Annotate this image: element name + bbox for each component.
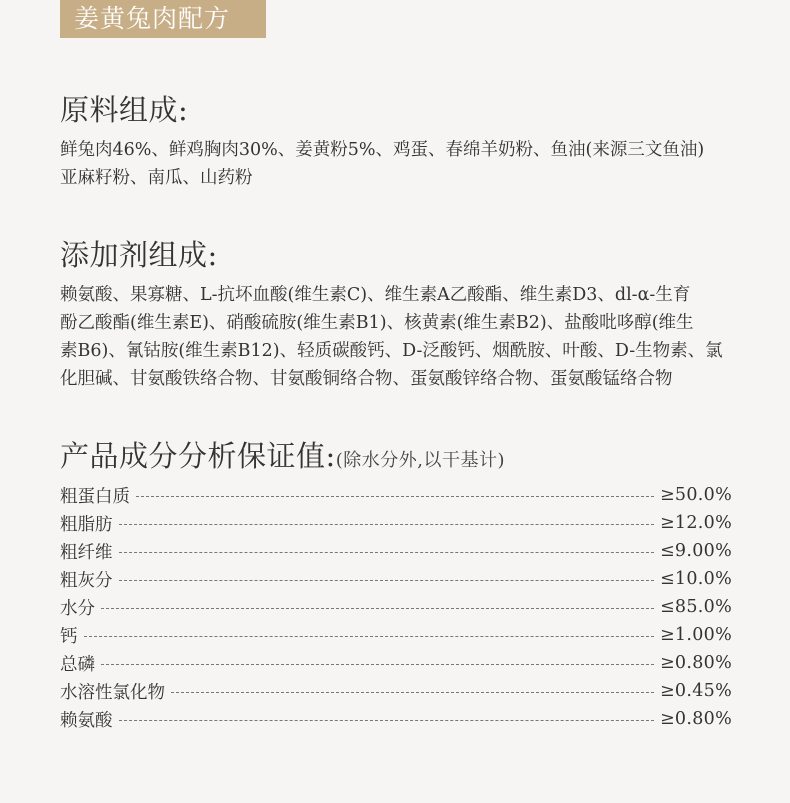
ingredients-line: 鲜兔肉46%、鲜鸡胸肉30%、姜黄粉5%、鸡蛋、春绵羊奶粉、鱼油(来源三文鱼油) xyxy=(60,140,705,160)
dotted-leader xyxy=(84,636,654,637)
ingredients-line: 亚麻籽粉、南瓜、山药粉 xyxy=(60,168,253,188)
dotted-leader xyxy=(101,608,654,609)
recipe-title-tag: 姜黄兔肉配方 xyxy=(60,0,266,38)
nutrient-name: 水溶性氯化物 xyxy=(60,682,165,703)
ingredients-text xyxy=(60,136,735,192)
nutrient-name: 粗纤维 xyxy=(60,542,113,563)
nutrient-value: ≥12.0% xyxy=(659,513,732,533)
analysis-heading xyxy=(60,434,505,475)
analysis-row xyxy=(60,565,732,593)
dotted-leader xyxy=(119,552,654,553)
analysis-row xyxy=(60,677,732,705)
nutrient-value: ≥0.45% xyxy=(659,681,732,701)
additives-line: 化胆碱、甘氨酸铁络合物、甘氨酸铜络合物、蛋氨酸锌络合物、蛋氨酸锰络合物 xyxy=(60,369,673,389)
dotted-leader xyxy=(171,692,654,693)
nutrient-value: ≥50.0% xyxy=(659,485,732,505)
analysis-row xyxy=(60,649,732,677)
ingredients-heading: 原料组成: xyxy=(60,93,189,127)
analysis-row xyxy=(60,705,732,733)
nutrient-value: ≤10.0% xyxy=(659,569,732,589)
analysis-note: (除水分外,以干基计) xyxy=(335,450,506,471)
nutrient-name: 总磷 xyxy=(60,654,95,675)
nutrient-name: 粗脂肪 xyxy=(60,514,113,535)
additives-line: 赖氨酸、果寡糖、L-抗坏血酸(维生素C)、维生素A乙酸酯、维生素D3、dl-α-生育 xyxy=(60,285,691,305)
analysis-title: 产品成分分析保证值: xyxy=(60,439,336,473)
nutrient-value: ≤85.0% xyxy=(659,597,732,617)
nutrient-value: ≥1.00% xyxy=(659,625,732,645)
dotted-leader xyxy=(136,496,654,497)
analysis-row xyxy=(60,593,732,621)
additives-text xyxy=(60,281,735,393)
nutrient-value: ≥0.80% xyxy=(659,653,732,673)
dotted-leader xyxy=(101,664,654,665)
nutrient-name: 粗蛋白质 xyxy=(60,486,130,507)
nutrient-name: 赖氨酸 xyxy=(60,710,113,731)
nutrient-name: 水分 xyxy=(60,598,95,619)
nutrient-name: 粗灰分 xyxy=(60,570,113,591)
analysis-row xyxy=(60,621,732,649)
analysis-row xyxy=(60,509,732,537)
nutrient-value: ≤9.00% xyxy=(659,541,732,561)
analysis-table xyxy=(60,481,732,733)
additives-line: 酚乙酸酯(维生素E)、硝酸硫胺(维生素B1)、核黄素(维生素B2)、盐酸吡哆醇(维生 xyxy=(60,313,694,333)
dotted-leader xyxy=(119,580,654,581)
nutrient-value: ≥0.80% xyxy=(659,709,732,729)
additives-heading: 添加剂组成: xyxy=(60,238,218,272)
analysis-row xyxy=(60,537,732,565)
dotted-leader xyxy=(119,524,654,525)
dotted-leader xyxy=(119,720,654,721)
additives-line: 素B6)、氰钴胺(维生素B12)、轻质碳酸钙、D-泛酸钙、烟酰胺、叶酸、D-生物素、氯 xyxy=(60,341,723,361)
analysis-row xyxy=(60,481,732,509)
nutrient-name: 钙 xyxy=(60,626,78,647)
